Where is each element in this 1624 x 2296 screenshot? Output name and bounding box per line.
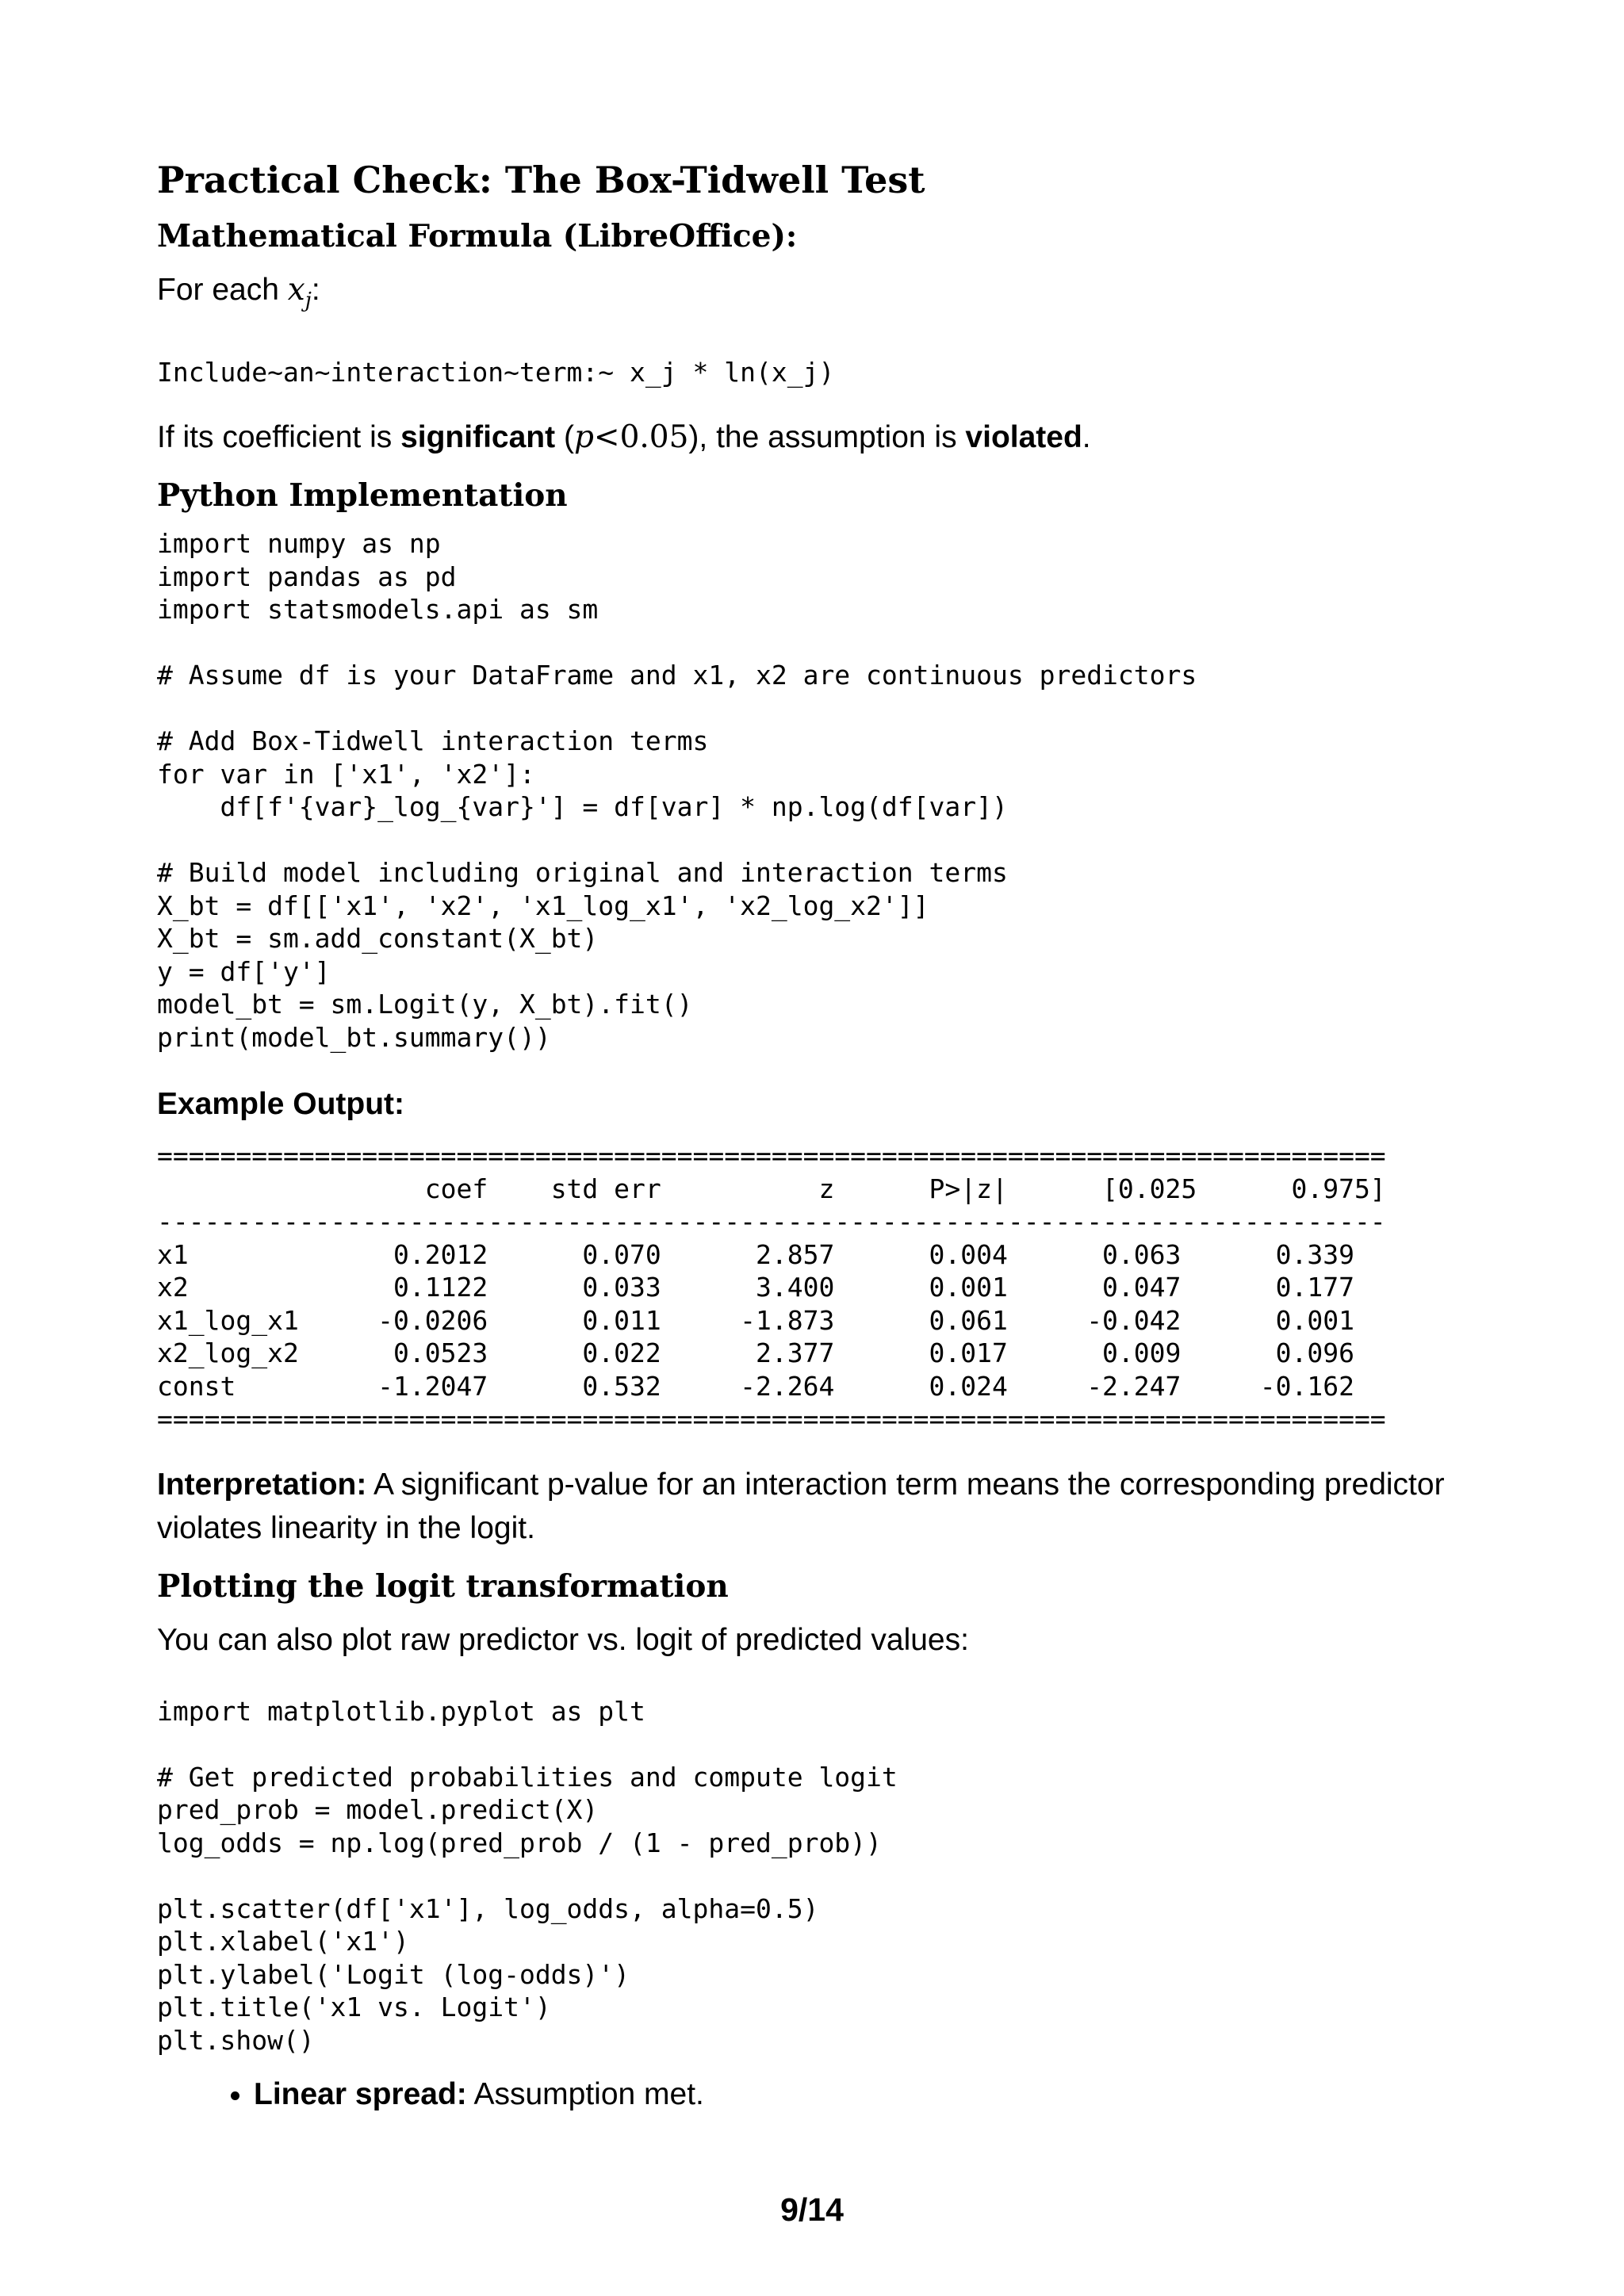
page-content	[157, 152, 1473, 2116]
variable-x: x	[287, 272, 305, 308]
code-line: # Add Box-Tidwell interaction terms	[157, 725, 709, 757]
code-line	[157, 692, 1473, 725]
output-row: x2 0.1122 0.033 3.400 0.001 0.047 0.177	[157, 1272, 1354, 1303]
code-block-model	[157, 527, 1473, 1054]
bullet-text: Assumption met.	[466, 2077, 704, 2112]
output-row: x1_log_x1 -0.0206 0.011 -1.873 0.061 -0.042 0.001	[157, 1304, 1354, 1336]
code-line: X_bt = df[['x1', 'x2', 'x1_log_x1', 'x2_log_x2']]	[157, 890, 929, 921]
code-line: for var in ['x1', 'x2']:	[157, 758, 535, 790]
bullet-item	[254, 2072, 1473, 2116]
variable-subscript: j	[304, 288, 312, 312]
significance-text-2: , the assumption is	[699, 420, 966, 455]
output-row: const -1.2047 0.532 -2.264 0.024 -2.247 -0.162	[157, 1370, 1354, 1402]
interpretation-label: Interpretation:	[157, 1467, 367, 1502]
code-line: plt.title('x1 vs. Logit')	[157, 1992, 551, 2023]
code-line: df[f'{var}_log_{var}'] = df[var] * np.log(df[var])	[157, 791, 1008, 823]
p-threshold: <0.05	[593, 419, 689, 456]
code-line: y = df['y']	[157, 955, 331, 987]
section-heading: Practical Check: The Box-Tidwell Test	[157, 159, 925, 201]
output-rule: ------------------------------------------------------------------------------	[157, 1206, 1386, 1238]
code-line	[157, 626, 1473, 660]
output-rule: ==============================================================================	[157, 1403, 1386, 1435]
code-line: # Build model including original and interaction terms	[157, 857, 1008, 889]
code-line: plt.show()	[157, 2024, 315, 2056]
output-header-row: coef std err z P>|z| [0.025 0.975]	[157, 1173, 1386, 1204]
code-line	[157, 1728, 1473, 1761]
code-line: # Get predicted probabilities and compute logit	[157, 1761, 898, 1793]
page-number: 9/14	[780, 2191, 844, 2228]
formula-code: Include~an~interaction~term:~ x_j * ln(x_j)	[157, 356, 835, 388]
code-line: pred_prob = model.predict(X)	[157, 1794, 599, 1826]
for-each-prefix: For each	[157, 273, 288, 307]
example-output-heading: Example Output:	[157, 1087, 405, 1122]
code-line	[157, 1859, 1473, 1892]
python-heading: Python Implementation	[157, 477, 568, 515]
interpretation-text: A significant p-value for an interaction term means the corresponding predictor violates linearity in the logit.	[157, 1467, 1445, 1545]
code-line: log_odds = np.log(pred_prob / (1 - pred_prob))	[157, 1827, 882, 1858]
for-each-line	[157, 268, 1473, 323]
paren-open: (	[555, 420, 574, 455]
significance-period: .	[1082, 420, 1091, 455]
output-rule: ==============================================================================	[157, 1140, 1386, 1172]
significance-text-1: If its coefficient is	[157, 420, 401, 455]
plot-heading: Plotting the logit transformation	[157, 1567, 729, 1605]
significance-paragraph	[157, 415, 1473, 459]
code-line: plt.ylabel('Logit (log-odds)')	[157, 1958, 630, 1990]
code-block-plot	[157, 1695, 1473, 2057]
regression-output-table	[157, 1139, 1473, 1436]
code-line: import statsmodels.api as sm	[157, 594, 599, 626]
for-each-suffix: :	[311, 273, 320, 307]
code-line: plt.xlabel('x1')	[157, 1926, 409, 1957]
code-line: model_bt = sm.Logit(y, X_bt).fit()	[157, 989, 693, 1020]
code-line: import numpy as np	[157, 528, 441, 560]
paren-close: )	[688, 420, 699, 455]
code-line	[157, 824, 1473, 857]
violated-bold: violated	[965, 420, 1082, 455]
code-line: X_bt = sm.add_constant(X_bt)	[157, 923, 599, 955]
significant-bold: significant	[400, 420, 556, 455]
bullet-list	[157, 2072, 1473, 2116]
code-line: # Assume df is your DataFrame and x1, x2 are continuous predictors	[157, 660, 1197, 691]
formula-heading: Mathematical Formula (LibreOffice):	[157, 218, 798, 254]
code-line: print(model_bt.summary())	[157, 1021, 551, 1053]
p-variable: p	[573, 419, 594, 456]
output-row: x1 0.2012 0.070 2.857 0.004 0.063 0.339	[157, 1238, 1354, 1270]
output-row: x2_log_x2 0.0523 0.022 2.377 0.017 0.009 0.096	[157, 1337, 1354, 1369]
plot-intro: You can also plot raw predictor vs. logit of predicted values:	[157, 1622, 969, 1657]
interpretation-paragraph	[157, 1463, 1473, 1550]
code-line: import pandas as pd	[157, 561, 457, 592]
code-line: import matplotlib.pyplot as plt	[157, 1695, 645, 1727]
code-line: plt.scatter(df['x1'], log_odds, alpha=0.5)	[157, 1892, 819, 1924]
bullet-label: Linear spread:	[254, 2077, 467, 2112]
